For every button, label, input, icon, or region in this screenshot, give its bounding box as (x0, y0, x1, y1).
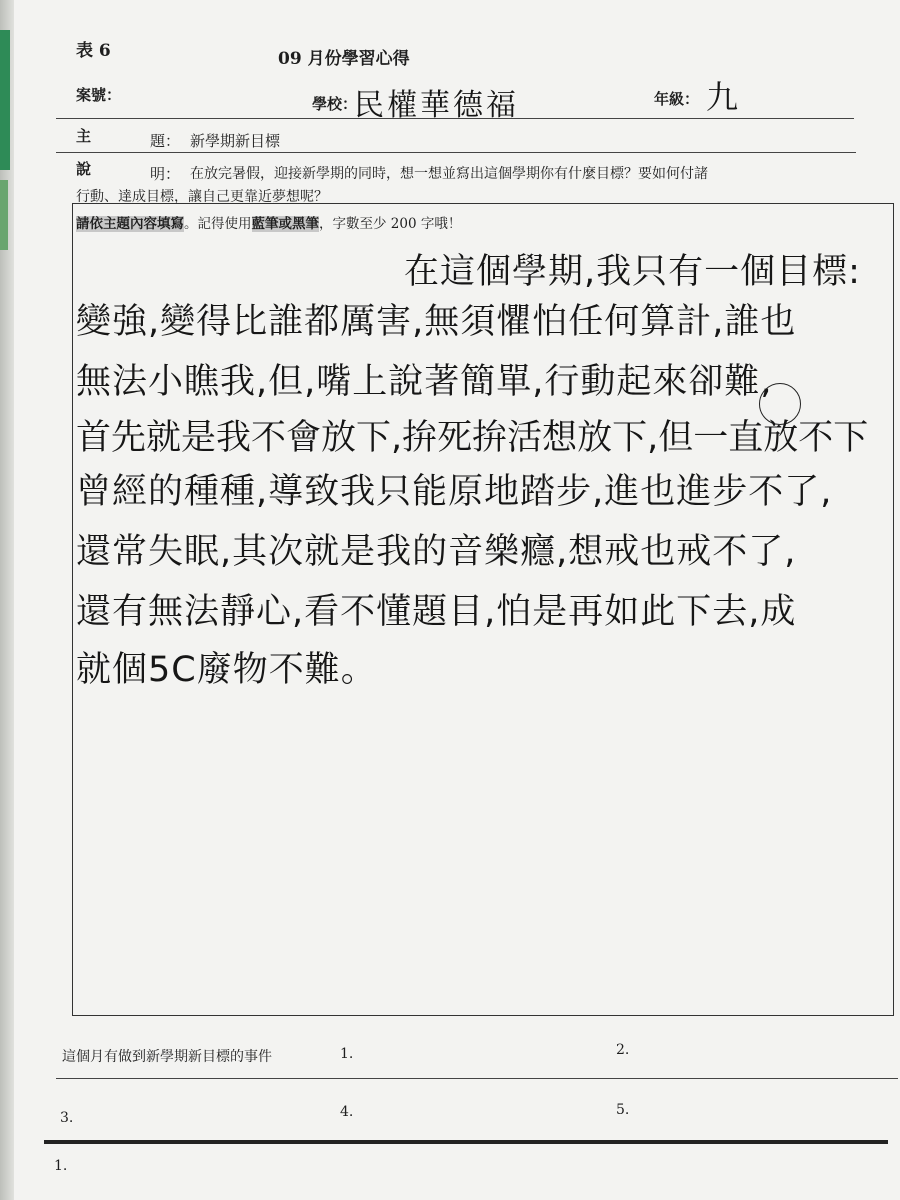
essay-line-6: 還常失眠,其次就是我的音樂癮,想戒也戒不了, (76, 532, 797, 572)
topic-rule (56, 152, 856, 153)
school-value: 民權華德福 (354, 88, 519, 123)
essay-line-3: 無法小瞧我,但,嘴上說著簡單,行動起來卻難, (76, 362, 773, 402)
description-label-char: 說 (76, 160, 92, 178)
grade-value: 九 (706, 78, 740, 116)
essay-line-8: 就個5C廢物不難。 (76, 650, 377, 690)
worksheet-paper (14, 0, 900, 1200)
header-rule (56, 118, 854, 119)
pen-color-highlight: 藍筆或黑筆 (251, 216, 319, 232)
event-number-3: 3. (60, 1110, 74, 1126)
grade-label: 年級： (654, 90, 700, 108)
topic-label-char: 主 (76, 127, 92, 145)
event-number-2: 2. (616, 1042, 630, 1058)
description-line-2: 行動、達成目標，讓自己更靠近夢想呢？ (76, 189, 328, 205)
event-number-5: 5. (616, 1102, 630, 1118)
background-page-tab (0, 30, 10, 170)
background-page-tab-2 (0, 180, 8, 250)
topic-value: 新學期新目標 (190, 132, 281, 150)
events-label: 這個月有做到新學期新目標的事件 (62, 1049, 272, 1065)
school-label: 學校： (312, 95, 358, 113)
event-number-4: 4. (340, 1104, 354, 1120)
essay-line-2: 變強,變得比誰都厲害,無須懼怕任何算計,誰也 (76, 302, 797, 342)
case-number-label: 案號： (76, 86, 122, 104)
form-title: 09 月份學習心得 (278, 49, 410, 69)
footer-thick-rule (44, 1140, 888, 1144)
events-rule-1 (56, 1078, 898, 1079)
instruction-highlight: 請依主題內容填寫 (76, 216, 184, 232)
essay-line-4: 首先就是我不會放下,拚死拚活想放下,但一直放不下 (76, 418, 869, 458)
instruction-text: 。記得使用 (184, 216, 252, 232)
topic-label: 題： (150, 132, 181, 150)
essay-line-5: 曾經的種種,導致我只能原地踏步,進也進步不了, (76, 472, 833, 512)
instruction-line (76, 212, 461, 232)
table-number: 表 6 (76, 41, 111, 61)
event-number-1: 1. (340, 1046, 354, 1062)
essay-line-7: 還有無法靜心,看不懂題目,怕是再如此下去,成 (76, 592, 797, 632)
description-label: 明： (150, 165, 181, 183)
description-line-1: 在放完暑假，迎接新學期的同時，想一想並寫出這個學期你有什麼目標？要如何付諸 (190, 166, 708, 182)
essay-line-1: 在這個學期,我只有一個目標: (404, 252, 861, 292)
instruction-word-count: ，字數至少 200 字哦！ (319, 216, 462, 232)
bottom-event-number-1: 1. (54, 1158, 68, 1174)
